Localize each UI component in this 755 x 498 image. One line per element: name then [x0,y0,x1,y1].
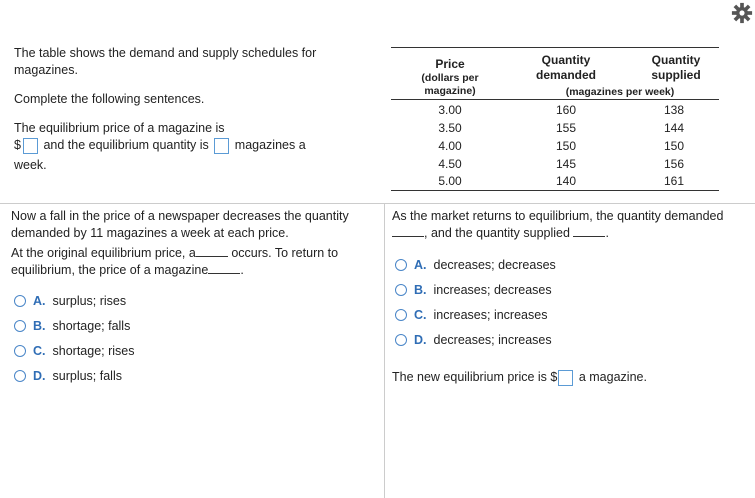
eq-mid-text: and the equilibrium quantity is [43,138,209,152]
equilibrium-sentence-line2 [14,137,306,154]
qd-header: Quantity demanded [535,53,596,82]
q2-stem-sentence: At the original equilibrium price, a occurs. To return to equilibrium, the price of a magazine . [11,246,339,277]
q2-option-a[interactable] [14,294,126,308]
radio-icon[interactable] [395,259,407,271]
table-cell-qd: 155 [555,121,577,135]
q2-stem-part1: At the original equilibrium price, a [11,246,196,260]
table-cell-price: 5.00 [438,174,462,188]
table-cell-qd: 145 [555,157,577,171]
section-divider-horizontal [0,203,755,204]
option-letter: A. [33,294,46,308]
option-letter: C. [33,344,46,358]
q3-stem: As the market returns to equilibrium, the quantity demanded [392,209,724,223]
q3-stem-part2: , and the quantity supplied [424,226,570,240]
table-cell-qd: 140 [555,174,577,188]
equilibrium-price-input[interactable] [23,138,38,154]
q3-option-d[interactable] [395,333,552,347]
q3-option-b[interactable] [395,283,552,297]
table-cell-price: 3.50 [438,121,462,135]
radio-icon[interactable] [395,284,407,296]
qty-subheader: (magazines per week) [565,86,675,98]
new-price-text: The new equilibrium price is $ [392,370,558,384]
complete-instruction: Complete the following sentences. [14,92,205,106]
option-letter: B. [33,319,46,333]
q2-stem: Now a fall in the price of a newspaper decreases the quantity demanded by 11 magazines a week at each price. [11,209,349,240]
table-cell-qs: 156 [663,157,685,171]
table-cell-price: 4.50 [438,157,462,171]
gear-icon[interactable] [731,2,753,24]
option-text: decreases; decreases [433,258,556,272]
table-cell-qd: 150 [555,139,577,153]
q3-blank-1 [392,225,424,237]
option-letter: D. [414,333,427,347]
equilibrium-sentence-line1: The equilibrium price of a magazine is [14,121,225,135]
q2-option-d[interactable] [14,369,122,383]
table-header-rule [391,99,719,100]
q2-option-c[interactable] [14,344,134,358]
price-subheader: (dollars per magazine) [421,72,479,97]
radio-icon[interactable] [14,320,26,332]
option-text: shortage; falls [52,319,131,333]
table-cell-price: 4.00 [438,139,462,153]
option-text: decreases; increases [433,333,552,347]
qs-header: Quantity supplied [651,53,701,82]
q2-option-b[interactable] [14,319,130,333]
table-cell-qs: 150 [663,139,685,153]
option-letter: D. [33,369,46,383]
table-cell-qd: 160 [555,103,577,117]
table-cell-qs: 138 [663,103,685,117]
radio-icon[interactable] [395,334,407,346]
new-equilibrium-price-input[interactable] [558,370,573,386]
table-cell-qs: 144 [663,121,685,135]
option-text: surplus; falls [52,369,122,383]
option-text: surplus; rises [52,294,127,308]
eq-unit-text: magazines a [234,138,306,152]
dollar-sign: $ [14,138,21,152]
section-divider-vertical [384,203,385,498]
table-cell-price: 3.00 [438,103,462,117]
q3-option-c[interactable] [395,308,547,322]
price-header: Price (dollars per magazine) [405,57,495,98]
radio-icon[interactable] [14,295,26,307]
option-letter: C. [414,308,427,322]
option-text: shortage; rises [52,344,135,358]
equilibrium-quantity-input[interactable] [214,138,229,154]
q3-stem-line2: , and the quantity supplied . [392,225,609,242]
q3-option-a[interactable] [395,258,556,272]
option-letter: A. [414,258,427,272]
new-equilibrium-sentence [392,369,647,386]
radio-icon[interactable] [14,345,26,357]
q2-stem-part2: occurs. To return to equilibrium, the price of a magazine [11,246,339,277]
table-bottom-rule [391,190,719,191]
q2-blank-1 [196,245,228,257]
new-price-unit: a magazine. [578,370,647,384]
radio-icon[interactable] [395,309,407,321]
radio-icon[interactable] [14,370,26,382]
intro-text: The table shows the demand and supply schedules for magazines. [14,46,317,77]
table-cell-qs: 161 [663,174,685,188]
eq-week-text: week. [14,158,47,172]
q3-blank-2 [573,225,605,237]
option-letter: B. [414,283,427,297]
option-text: increases; decreases [433,283,552,297]
table-top-rule [391,47,719,48]
option-text: increases; increases [433,308,548,322]
q2-blank-2 [208,262,240,274]
